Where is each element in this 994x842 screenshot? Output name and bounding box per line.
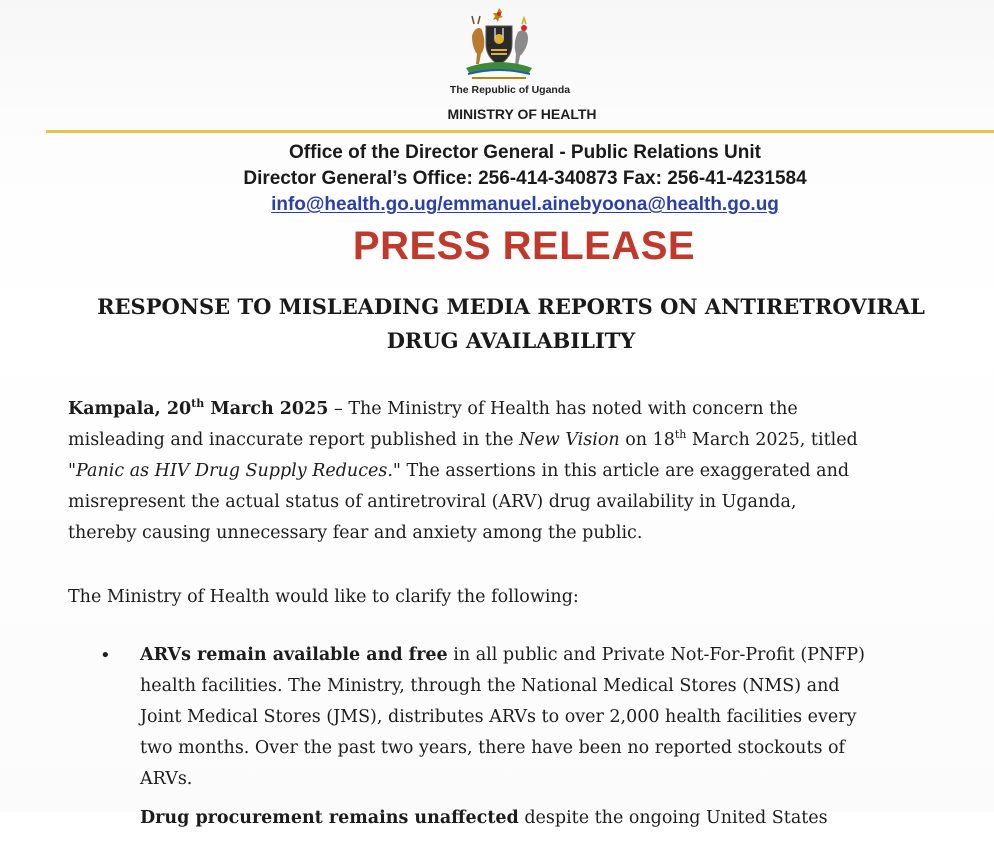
intro-line-3 <box>68 456 958 487</box>
bullet-1-line-5: ARVs. <box>140 769 193 789</box>
intro-paragraph <box>68 394 958 549</box>
dateline-rest: March 2025 <box>204 399 329 419</box>
intro-line-5: thereby causing unnecessary fear and anxiety among the public. <box>68 523 643 543</box>
article-title: "Panic as HIV Drug Supply Reduces." <box>68 461 401 481</box>
dateline-place: Kampala, 20 <box>68 399 192 419</box>
ministry-name: MINISTRY OF HEALTH <box>447 106 597 122</box>
republic-label: The Republic of Uganda <box>449 84 571 96</box>
letterhead-divider <box>46 130 994 133</box>
intro-line-2 <box>68 425 958 456</box>
uganda-coat-of-arms-icon <box>458 6 540 82</box>
bullet-1-line-1 <box>140 640 960 671</box>
intro-line-2-c: March 2025, titled <box>686 430 858 450</box>
release-headline <box>0 290 994 358</box>
intro-line-3-rest: The assertions in this article are exaggerated and <box>400 461 850 481</box>
clarify-paragraph: The Ministry of Health would like to clarify the following: <box>68 587 579 607</box>
clarification-list <box>100 640 960 842</box>
office-line: Office of the Director General - Public Relations Unit <box>289 142 761 163</box>
bullet-2-line-1-rest: despite the ongoing United States <box>518 808 828 828</box>
list-item <box>100 640 960 795</box>
dateline-sup: th <box>191 397 205 411</box>
press-release-title: PRESS RELEASE <box>352 224 696 268</box>
email-link[interactable]: info@health.go.ug/emmanuel.ainebyoona@health.go.ug <box>271 194 779 215</box>
list-item <box>100 803 960 834</box>
phone-line: Director General’s Office: 256-414-340873 Fax: 256-41-4231584 <box>243 168 807 189</box>
bullet-1-line-1-rest: in all public and Private Not-For-Profit (PNFP) <box>447 645 865 665</box>
headline-line-1: RESPONSE TO MISLEADING MEDIA REPORTS ON ANTIRETROVIRAL <box>97 294 925 319</box>
intro-line-2-b: on 18 <box>619 430 675 450</box>
headline-line-2: DRUG AVAILABILITY <box>386 328 636 353</box>
bullet-1-line-3: Joint Medical Stores (JMS), distributes ARVs to over 2,000 health facilities every <box>140 707 857 727</box>
newspaper-name: New Vision <box>519 430 620 450</box>
bullet-1-line-4: two months. Over the past two years, there have been no reported stockouts of <box>140 738 846 758</box>
intro-line-2-a: misleading and inaccurate report published in the <box>68 430 520 450</box>
bullet-dot-icon: • <box>100 645 111 666</box>
bullet-2-lead: Drug procurement remains unaffected <box>140 808 519 828</box>
intro-line-1 <box>68 394 958 425</box>
bullet-1-line-2: health facilities. The Ministry, through the National Medical Stores (NMS) and <box>140 676 840 696</box>
intro-line-4: misrepresent the actual status of antiretroviral (ARV) drug availability in Uganda, <box>68 492 797 512</box>
bullet-2-line-1 <box>140 803 960 834</box>
contact-block <box>0 140 994 218</box>
intro-line-2-sup: th <box>674 428 687 442</box>
intro-line-1-rest: – The Ministry of Health has noted with concern the <box>328 399 798 419</box>
bullet-1-lead: ARVs remain available and free <box>140 645 448 665</box>
